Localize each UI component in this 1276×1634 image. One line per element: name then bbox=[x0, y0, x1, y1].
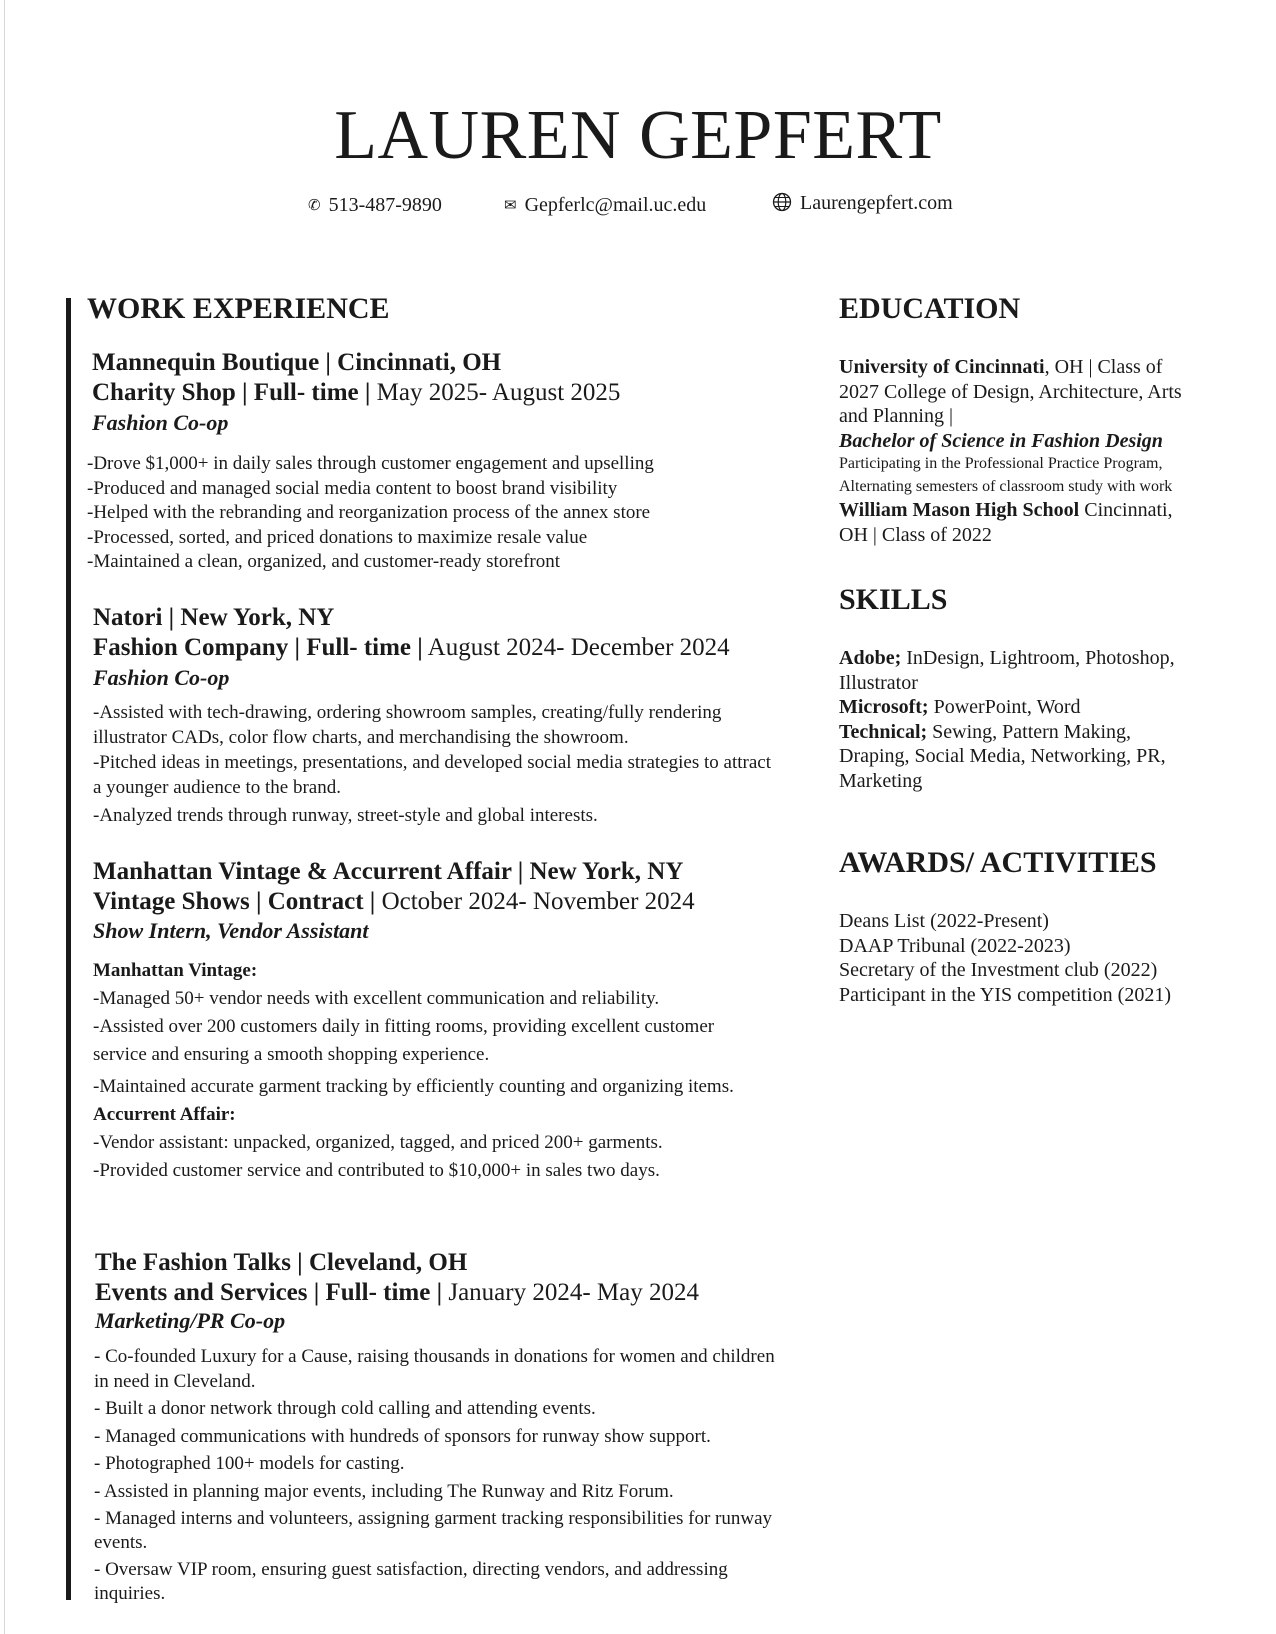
awards-body bbox=[839, 909, 1219, 1007]
skill-microsoft: Microsoft; PowerPoint, Word bbox=[839, 696, 1081, 718]
job-1-role: Fashion Co-op bbox=[92, 410, 229, 435]
job-1-company: Mannequin Boutique | Cincinnati, OH bbox=[92, 349, 502, 376]
list-item: - Assisted in planning major events, including The Runway and Ritz Forum. bbox=[94, 1480, 674, 1502]
job-2-bullets bbox=[93, 700, 773, 828]
list-item: -Assisted with tech-drawing, ordering showroom samples, creating/fully rendering illustrator CADs, color flow charts, and merchandising the showroom. bbox=[93, 702, 722, 748]
job-2-company: Natori | New York, NY bbox=[93, 604, 335, 631]
candidate-name: LAUREN GEPFERT bbox=[334, 97, 942, 174]
school-2-detail: Cincinnati, OH | Class of 2022 bbox=[839, 499, 1173, 546]
page-edge bbox=[4, 0, 5, 1634]
list-item: Secretary of the Investment club (2022) bbox=[839, 959, 1158, 981]
job-2-role: Fashion Co-op bbox=[93, 665, 230, 690]
job-2-details: Fashion Company | Full- time | August 2024- December 2024 bbox=[93, 634, 730, 661]
education-heading: EDUCATION bbox=[839, 292, 1021, 325]
skills-body bbox=[839, 646, 1199, 793]
job-1-bullets bbox=[87, 452, 787, 575]
skills-heading: SKILLS bbox=[839, 583, 948, 616]
job-3-details: Vintage Shows | Contract | October 2024- November 2024 bbox=[93, 888, 695, 915]
list-item: -Maintained accurate garment tracking by efficiently counting and organizing items. bbox=[93, 1076, 734, 1097]
contact-email[interactable] bbox=[504, 192, 706, 219]
list-item: Deans List (2022-Present) bbox=[839, 910, 1049, 932]
job-1-details: Charity Shop | Full- time | May 2025- August 2025 bbox=[92, 379, 621, 406]
job-3-bullets bbox=[93, 957, 753, 1185]
contact-website[interactable] bbox=[772, 190, 953, 216]
list-item: -Analyzed trends through runway, street-style and global interests. bbox=[93, 805, 598, 826]
list-item: Participant in the YIS competition (2021) bbox=[839, 983, 1171, 1006]
list-item: - Oversaw VIP room, ensuring guest satisfaction, directing vendors, and addressing inquiries. bbox=[94, 1558, 728, 1605]
list-item: -Pitched ideas in meetings, presentations, and developed social media strategies to attract a younger audience to the brand. bbox=[93, 752, 771, 798]
list-item: -Drove $1,000+ in daily sales through customer engagement and upselling bbox=[87, 453, 654, 474]
phone-text: 513-487-9890 bbox=[328, 194, 442, 216]
list-item: - Managed interns and volunteers, assigning garment tracking responsibilities for runway events. bbox=[94, 1507, 773, 1554]
degree: Bachelor of Science in Fashion Design bbox=[839, 429, 1163, 452]
job-4-role: Marketing/PR Co-op bbox=[95, 1308, 286, 1333]
list-item: -Vendor assistant: unpacked, organized, tagged, and priced 200+ garments. bbox=[93, 1132, 663, 1153]
school-1-detail: , OH | Class of 2027 College of Design, Architecture, Arts and Planning | bbox=[839, 356, 1182, 427]
list-item: - Managed communications with hundreds of sponsors for runway show support. bbox=[94, 1425, 711, 1447]
list-item: - Built a donor network through cold calling and attending events. bbox=[94, 1398, 596, 1420]
list-item: -Processed, sorted, and priced donations to maximize resale value bbox=[87, 526, 588, 548]
job-4-company: The Fashion Talks | Cleveland, OH bbox=[95, 1249, 468, 1276]
website-text[interactable]: Laurengepfert.com bbox=[800, 192, 953, 214]
school-2-name: William Mason High School bbox=[839, 499, 1080, 521]
contact-phone bbox=[308, 192, 442, 219]
job-4-details: Events and Services | Full- time | January 2024- May 2024 bbox=[95, 1279, 700, 1306]
list-item: -Managed 50+ vendor needs with excellent communication and reliability. bbox=[93, 988, 660, 1009]
work-experience-heading: WORK EXPERIENCE bbox=[87, 292, 390, 325]
awards-heading: AWARDS/ ACTIVITIES bbox=[839, 846, 1157, 879]
phone-icon: ✆ bbox=[308, 198, 321, 214]
list-item: -Provided customer service and contributed to $10,000+ in sales two days. bbox=[93, 1160, 660, 1181]
list-item: - Photographed 100+ models for casting. bbox=[94, 1453, 405, 1475]
skill-adobe: Adobe; InDesign, Lightroom, Photoshop, Illustrator bbox=[839, 647, 1175, 694]
sub-heading-accurrent: Accurrent Affair: bbox=[93, 1104, 236, 1125]
list-item: -Maintained a clean, organized, and customer-ready storefront bbox=[87, 551, 561, 572]
school-1-name: University of Cincinnati bbox=[839, 356, 1045, 378]
email-text[interactable]: Gepferlc@mail.uc.edu bbox=[524, 194, 707, 216]
list-item: -Assisted over 200 customers daily in fitting rooms, providing excellent customer service and ensuring a smooth shopping experience. bbox=[93, 1016, 715, 1065]
globe-icon bbox=[772, 192, 792, 212]
list-item: - Co-founded Luxury for a Cause, raising thousands in donations for women and children in need in Cleveland. bbox=[94, 1346, 775, 1392]
job-4-bullets bbox=[94, 1345, 794, 1607]
sub-heading-manhattan: Manhattan Vintage: bbox=[93, 960, 258, 981]
skill-technical: Technical; Sewing, Pattern Making, Draping, Social Media, Networking, PR, Marketing bbox=[839, 720, 1166, 792]
mail-icon: ✉ bbox=[504, 198, 517, 214]
list-item: -Helped with the rebranding and reorganization process of the annex store bbox=[87, 502, 651, 523]
left-accent-bar bbox=[66, 298, 71, 1600]
program-note: Participating in the Professional Practice Program, Alternating semesters of classroom study with work bbox=[839, 455, 1173, 495]
job-3-role: Show Intern, Vendor Assistant bbox=[93, 918, 369, 943]
education-body bbox=[839, 355, 1199, 547]
list-item: -Produced and managed social media content to boost brand visibility bbox=[87, 477, 618, 499]
list-item: DAAP Tribunal (2022-2023) bbox=[839, 934, 1071, 957]
job-3-company: Manhattan Vintage & Accurrent Affair | New York, NY bbox=[93, 858, 684, 885]
